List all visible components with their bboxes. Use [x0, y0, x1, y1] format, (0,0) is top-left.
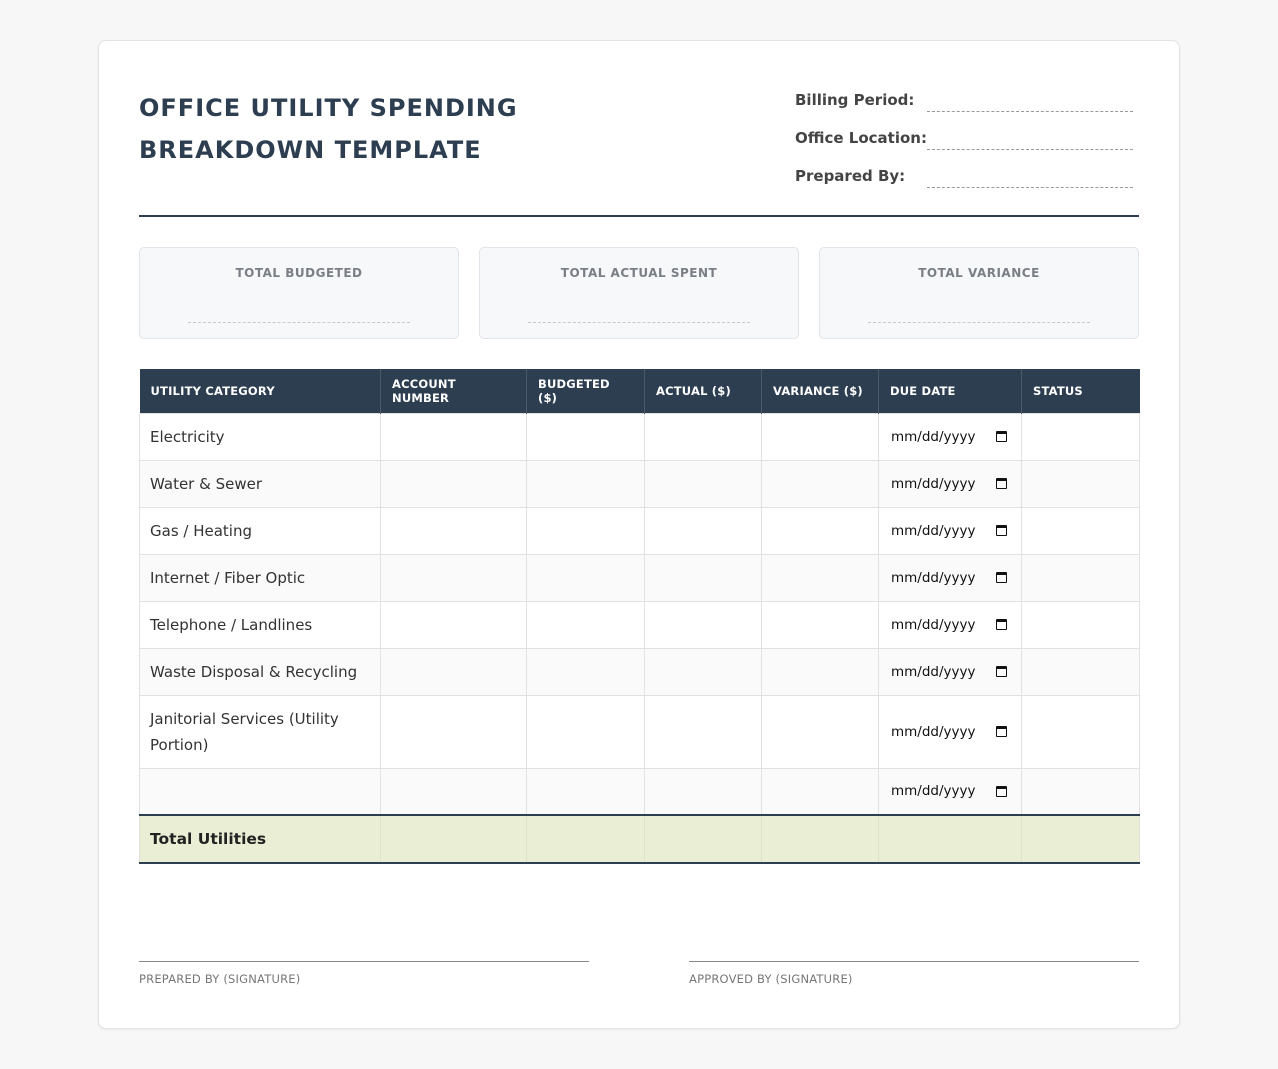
office-location-field[interactable] [927, 149, 1133, 150]
budgeted-cell[interactable] [527, 601, 645, 648]
approved-signature-block [689, 961, 1139, 986]
category-cell: Internet / Fiber Optic [140, 554, 381, 601]
total-budgeted-field[interactable] [188, 322, 410, 323]
calendar-icon[interactable] [996, 572, 1007, 583]
table-header-row [140, 369, 1140, 413]
due-date-input[interactable] [889, 570, 1011, 586]
variance-cell[interactable] [762, 507, 879, 554]
variance-cell[interactable] [762, 554, 879, 601]
status-cell[interactable] [1022, 507, 1140, 554]
due-date-cell [879, 648, 1022, 695]
prepared-signature-block [139, 961, 589, 986]
status-cell[interactable] [1022, 695, 1140, 768]
actual-cell[interactable] [645, 768, 762, 815]
col-header-status: STATUS [1022, 369, 1140, 413]
due-date-cell [879, 601, 1022, 648]
status-cell[interactable] [1022, 768, 1140, 815]
variance-cell[interactable] [762, 695, 879, 768]
col-header-category: UTILITY CATEGORY [140, 369, 381, 413]
table-row [140, 554, 1140, 601]
actual-cell[interactable] [645, 460, 762, 507]
total-actual-cell[interactable] [645, 815, 762, 863]
approved-signature-label: APPROVED BY (SIGNATURE) [689, 972, 853, 986]
budgeted-cell[interactable] [527, 768, 645, 815]
calendar-icon[interactable] [996, 478, 1007, 489]
date-placeholder: mm/dd/yyyy [891, 616, 976, 633]
account-number-cell[interactable] [381, 601, 527, 648]
budgeted-cell[interactable] [527, 554, 645, 601]
total-variance-field[interactable] [868, 322, 1090, 323]
due-date-cell [879, 695, 1022, 768]
category-cell: Janitorial Services (Utility Portion) [140, 695, 381, 768]
due-date-cell [879, 413, 1022, 460]
utility-table [139, 369, 1140, 864]
summary-section [139, 247, 1139, 339]
due-date-input[interactable] [889, 523, 1011, 539]
budgeted-cell[interactable] [527, 460, 645, 507]
category-cell: Waste Disposal & Recycling [140, 648, 381, 695]
category-cell: Electricity [140, 413, 381, 460]
actual-cell[interactable] [645, 601, 762, 648]
total-variance-label: TOTAL VARIANCE [918, 266, 1040, 280]
variance-cell[interactable] [762, 768, 879, 815]
actual-cell[interactable] [645, 413, 762, 460]
date-placeholder: mm/dd/yyyy [891, 428, 976, 445]
category-cell[interactable] [140, 768, 381, 815]
calendar-icon[interactable] [996, 726, 1007, 737]
table-row [140, 413, 1140, 460]
document-card [98, 40, 1180, 1029]
budgeted-cell[interactable] [527, 695, 645, 768]
total-row [140, 815, 1140, 863]
date-placeholder: mm/dd/yyyy [891, 475, 976, 492]
actual-cell[interactable] [645, 648, 762, 695]
calendar-icon[interactable] [996, 525, 1007, 536]
col-header-budgeted: BUDGETED ($) [527, 369, 645, 413]
total-actual-field[interactable] [528, 322, 750, 323]
due-date-input[interactable] [889, 724, 1011, 740]
total-budgeted-label: TOTAL BUDGETED [235, 266, 363, 280]
actual-cell[interactable] [645, 554, 762, 601]
due-date-cell [879, 460, 1022, 507]
table-row [140, 507, 1140, 554]
total-actual-label: TOTAL ACTUAL SPENT [560, 266, 718, 280]
col-header-due-date: DUE DATE [879, 369, 1022, 413]
col-header-actual: ACTUAL ($) [645, 369, 762, 413]
table-row [140, 695, 1140, 768]
prepared-signature-label: PREPARED BY (SIGNATURE) [139, 972, 301, 986]
total-due-date-cell [879, 815, 1022, 863]
variance-cell[interactable] [762, 460, 879, 507]
date-placeholder: mm/dd/yyyy [891, 663, 976, 680]
billing-period-field[interactable] [927, 111, 1133, 112]
total-account-cell [381, 815, 527, 863]
budgeted-cell[interactable] [527, 648, 645, 695]
due-date-cell [879, 768, 1022, 815]
date-placeholder: mm/dd/yyyy [891, 522, 976, 539]
document-header [139, 81, 1139, 217]
page-title: OFFICE UTILITY SPENDING BREAKDOWN TEMPLATE [139, 94, 518, 164]
col-header-account: ACCOUNT NUMBER [381, 369, 527, 413]
table-row [140, 768, 1140, 815]
prepared-signature-line[interactable] [139, 961, 589, 962]
calendar-icon[interactable] [996, 666, 1007, 677]
account-number-cell[interactable] [381, 695, 527, 768]
budgeted-cell[interactable] [527, 507, 645, 554]
col-header-variance: VARIANCE ($) [762, 369, 879, 413]
account-number-cell[interactable] [381, 460, 527, 507]
variance-cell[interactable] [762, 601, 879, 648]
table-row [140, 601, 1140, 648]
due-date-input[interactable] [889, 476, 1011, 492]
due-date-input[interactable] [889, 783, 1011, 799]
approved-signature-line[interactable] [689, 961, 1139, 962]
variance-cell[interactable] [762, 648, 879, 695]
actual-cell[interactable] [645, 695, 762, 768]
prepared-by-label: Prepared By: [795, 167, 906, 185]
variance-cell[interactable] [762, 413, 879, 460]
status-cell[interactable] [1022, 601, 1140, 648]
status-cell[interactable] [1022, 648, 1140, 695]
status-cell[interactable] [1022, 460, 1140, 507]
meta-fields [795, 81, 1139, 195]
due-date-input[interactable] [889, 429, 1011, 445]
due-date-input[interactable] [889, 664, 1011, 680]
total-variance-box [819, 247, 1139, 339]
total-budgeted-cell[interactable] [527, 815, 645, 863]
total-variance-cell[interactable] [762, 815, 879, 863]
total-budgeted-box [139, 247, 459, 339]
status-cell[interactable] [1022, 413, 1140, 460]
calendar-icon[interactable] [996, 619, 1007, 630]
date-placeholder: mm/dd/yyyy [891, 723, 976, 740]
billing-period-row [795, 81, 1139, 119]
due-date-cell [879, 554, 1022, 601]
office-location-row [795, 119, 1139, 157]
total-status-cell [1022, 815, 1140, 863]
actual-cell[interactable] [645, 507, 762, 554]
category-cell: Telephone / Landlines [140, 601, 381, 648]
prepared-by-row [795, 157, 1139, 195]
account-number-cell[interactable] [381, 413, 527, 460]
table-row [140, 460, 1140, 507]
budgeted-cell[interactable] [527, 413, 645, 460]
date-placeholder: mm/dd/yyyy [891, 569, 976, 586]
account-number-cell[interactable] [381, 648, 527, 695]
category-cell: Gas / Heating [140, 507, 381, 554]
office-location-label: Office Location: [795, 129, 927, 147]
account-number-cell[interactable] [381, 507, 527, 554]
category-cell: Water & Sewer [140, 460, 381, 507]
billing-period-label: Billing Period: [795, 91, 915, 109]
calendar-icon[interactable] [996, 431, 1007, 442]
calendar-icon[interactable] [996, 786, 1007, 797]
total-actual-box [479, 247, 799, 339]
date-placeholder: mm/dd/yyyy [891, 783, 976, 800]
prepared-by-field[interactable] [927, 187, 1133, 188]
account-number-cell[interactable] [381, 554, 527, 601]
due-date-cell [879, 507, 1022, 554]
account-number-cell[interactable] [381, 768, 527, 815]
table-row [140, 648, 1140, 695]
status-cell[interactable] [1022, 554, 1140, 601]
due-date-input[interactable] [889, 617, 1011, 633]
total-label: Total Utilities [140, 815, 381, 863]
